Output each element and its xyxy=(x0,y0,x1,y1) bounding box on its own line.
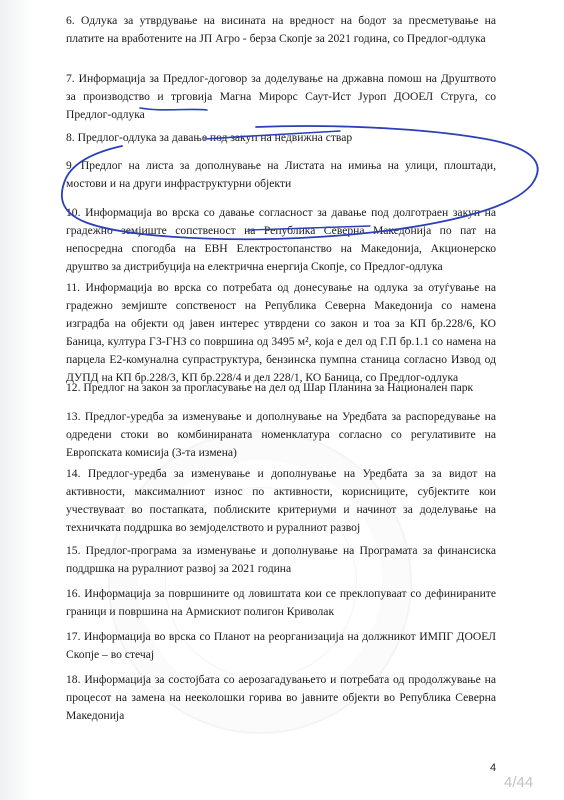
agenda-item-18: 18. Информација за состојбата со аерозагадувањето и потребата од продолжување на процесот на замена на нееколошки горива во јавните објекти во Република Северна Македонија xyxy=(66,673,496,722)
page-counter: 4/44 xyxy=(504,774,534,791)
agenda-item-17: 17. Информација во врска со Планот на реорганизација на должникот ИМПГ ДООЕЛ Скопје – во стечај xyxy=(66,630,496,661)
agenda-item-16: 16. Информација за површините од ловиштата кои се преклопуваат со дефинираните граници и површина на Армискиот полигон Криволак xyxy=(66,587,496,618)
agenda-item-15: 15. Предлог-програма за изменување и дополнување на Програмата за финансиска поддршка на руралниот развој за 2021 година xyxy=(66,544,496,575)
agenda-item-12: 12. Предлог на закон за прогласување на дел од Шар Планина за Национален парк xyxy=(66,381,474,394)
agenda-item-6: 6. Одлука за утврдување на висината на вредност на бодот за пресметување на платите на вработените на ЈП Агро - берза Скопје за 2021 година, со Предлог-одлука xyxy=(66,14,496,45)
agenda-item-8: 8. Предлог-одлука за давање под закуп на недвижна ствар xyxy=(66,131,353,144)
agenda-item-13: 13. Предлог-уредба за изменување и дополнување на Уредбата за распоредување на одредени стоки во комбинираната номенклатура согласно со регулативите на Европската комисија (3-та измена) xyxy=(66,410,496,459)
agenda-item-9: 9. Предлог на листа за дополнување на Листата на имиња на улици, плоштади, мостови и на други инфраструктурни објекти xyxy=(66,159,496,190)
agenda-item-7: 7. Информација за Предлог-договор за доделување на државна помош на Друштвото за производство и трговија Магна Мирорс Саут-Ист Јуроп ДООЕЛ Струга, со Предлог-одлука xyxy=(66,72,496,121)
agenda-item-11: 11. Информација во врска со потребата од донесување на одлука за отуѓување на градежно земјиште сопственост на Република Северна Македонија со намена изградба на објекти од јавен интерес утврдени со закон и тоа за КП бр.228/6, КО Баница, култура ГЗ-ГНЗ со површина од 3495 м², која е дел од Г.П бр.1.1 со намена на парцела Е2-комунална супраструктура, бензинска пумпна станица согласно Извод од ДУПД на КП бр.228/3, КП бр.228/4 и дел 228/1, КО Баница, со Предлог-одлука xyxy=(66,281,496,384)
page-number: 4 xyxy=(490,762,497,774)
agenda-item-14: 14. Предлог-уредба за изменување и дополнување на Уредбата за за видот на активности, максималниот износ по активности, корисниците, субјектите кои учествуваат во постапката, поблиските критериуми и начинот за доделување на техничката поддршка во земјоделството и руралниот развој xyxy=(66,467,496,534)
agenda-item-10: 10. Информација во врска со давање согласност за давање под долготраен закуп на градежно земјиште сопственост на Република Северна Македонија по пат на непосредна спогодба на ЕВН Електростопанство на Македонија, Акционерско друштво за дистрибуција на електрична енергија Скопје, со Предлог-одлука xyxy=(66,206,496,273)
page-edge-shadow xyxy=(0,0,34,800)
